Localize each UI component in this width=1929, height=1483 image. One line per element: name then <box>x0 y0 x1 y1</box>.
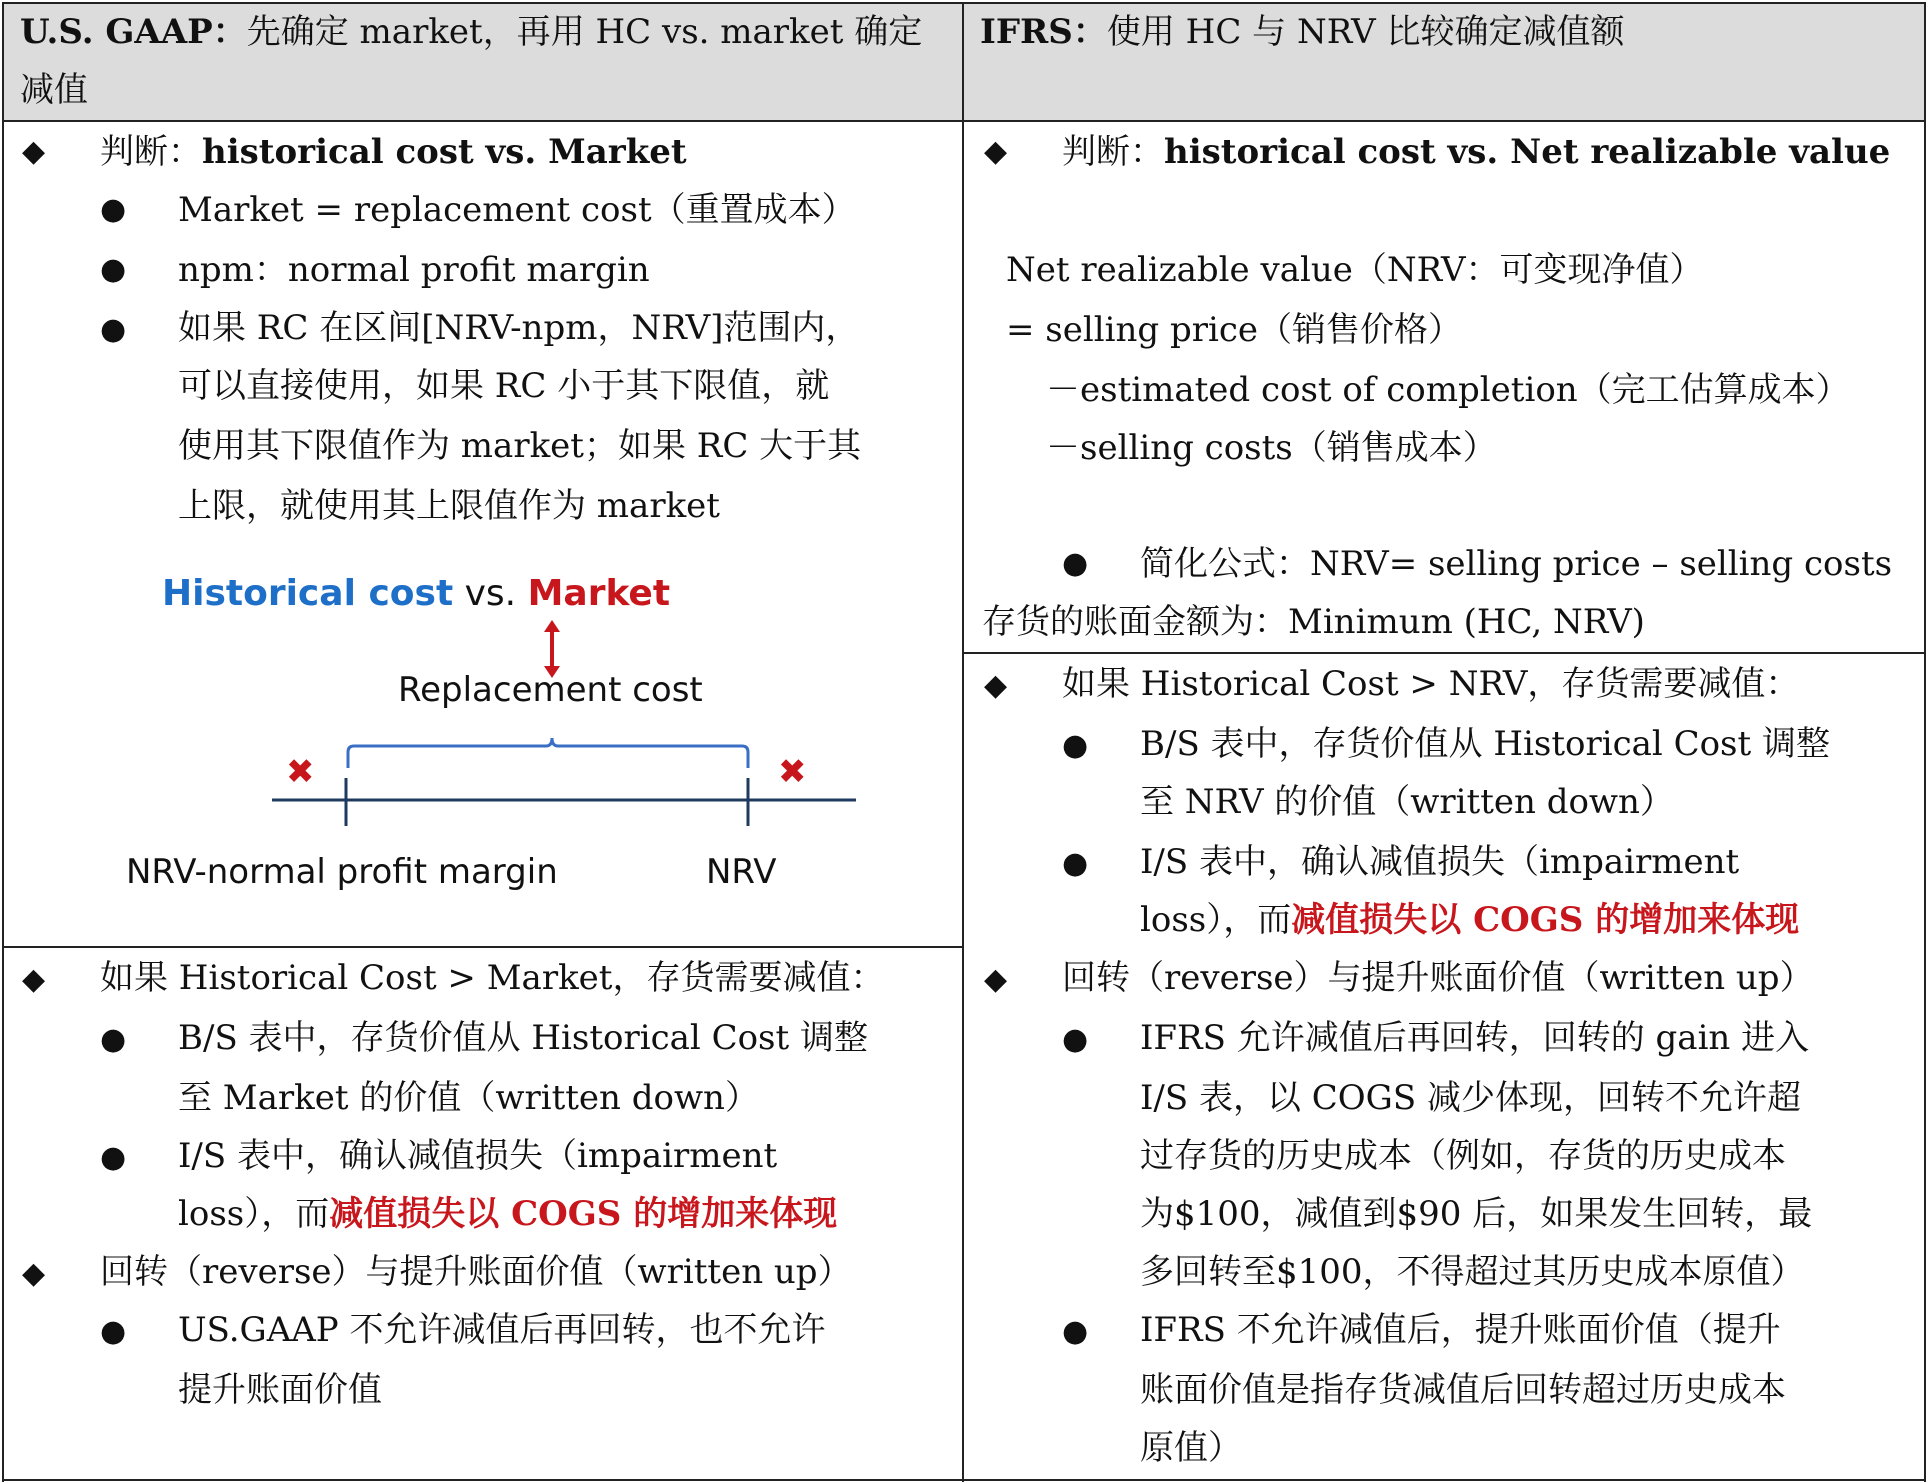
table-border-top <box>2 2 1926 4</box>
column-divider <box>962 2 964 1482</box>
right-not-line-2: 账面价值是指存货减值后回转超过历史成本 <box>1140 1370 1786 1410</box>
right-is-line-1: I/S 表中，确认减值损失（impairment <box>1140 842 1740 882</box>
bullet-dot-icon: ● <box>100 192 127 227</box>
diamond-icon: ◆ <box>984 962 1008 997</box>
right-judge-label: 判断： <box>1062 132 1164 172</box>
diamond-icon: ◆ <box>22 134 46 169</box>
bullet-dot-icon: ● <box>100 252 127 287</box>
left-reverse-title: 回转（reverse）与提升账面价值（written up） <box>100 1252 852 1292</box>
right-carrying-amount: 存货的账面金额为：Minimum (HC, NRV) <box>982 602 1645 642</box>
diagram-title <box>162 572 670 616</box>
bullet-dot-icon: ● <box>1062 1022 1089 1057</box>
bullet-dot-icon: ● <box>1062 846 1089 881</box>
right-allow-line-1: IFRS 允许减值后再回转，回转的 gain 进入 <box>1140 1018 1810 1058</box>
bullet-dot-icon: ● <box>1062 1314 1089 1349</box>
diagram-graphic <box>260 618 870 828</box>
left-rc-line-3: 使用其下限值作为 market；如果 RC 大于其 <box>178 426 862 466</box>
right-bs-line-2: 至 NRV 的价值（written down） <box>1140 782 1674 822</box>
left-us-line-1: US.GAAP 不允许减值后再回转，也不允许 <box>178 1310 826 1350</box>
header-divider <box>2 120 1926 122</box>
arrow-head-up-icon <box>544 620 560 632</box>
left-bullet-market: Market = replacement cost（重置成本） <box>178 190 856 230</box>
table-border-right <box>1924 2 1926 1482</box>
right-row-divider <box>962 652 1926 654</box>
bullet-dot-icon: ● <box>1062 546 1089 581</box>
bullet-dot-icon: ● <box>100 1140 127 1175</box>
cross-right-icon: ✖ <box>778 752 807 792</box>
table-border-bottom <box>2 1479 1926 1481</box>
left-header-line1 <box>20 12 922 52</box>
right-allow-line-5: 多回转至$100，不得超过其历史成本原值） <box>1140 1252 1805 1292</box>
table-border-left <box>2 2 4 1482</box>
bullet-dot-icon: ● <box>100 1022 127 1057</box>
right-allow-line-3: 过存货的历史成本（例如，存货的历史成本 <box>1140 1136 1786 1176</box>
left-bs-line-2: 至 Market 的价值（written down） <box>178 1078 759 1118</box>
bullet-dot-icon: ● <box>1062 728 1089 763</box>
right-judge-bold: historical cost vs. Net realizable value <box>1164 132 1891 172</box>
right-not-line-3: 原值） <box>1140 1428 1242 1468</box>
right-simple-formula: 简化公式：NRV= selling price – selling costs <box>1140 544 1893 584</box>
left-judge-bold: historical cost vs. Market <box>202 132 687 172</box>
right-header-title: IFRS： <box>980 12 1107 52</box>
right-allow-line-4: 为$100，减值到$90 后，如果发生回转，最 <box>1140 1194 1813 1234</box>
cross-left-icon: ✖ <box>286 752 315 792</box>
diagram-vs-label: vs. <box>464 573 517 614</box>
diagram-lower-label: NRV-normal profit margin <box>126 852 558 892</box>
right-header-line <box>980 12 1624 52</box>
right-eq-line: = selling price（销售价格） <box>1006 310 1463 350</box>
left-row-divider <box>2 946 964 948</box>
bullet-dot-icon: ● <box>100 312 127 347</box>
right-bs-line-1: B/S 表中，存货价值从 Historical Cost 调整 <box>1140 724 1830 764</box>
right-is-plain: loss），而 <box>1140 900 1292 940</box>
left-judge-label: 判断： <box>100 132 202 172</box>
right-reverse-title: 回转（reverse）与提升账面价值（written up） <box>1062 958 1814 998</box>
right-judge-line <box>1062 132 1890 172</box>
diagram-rc-label: Replacement cost <box>398 670 703 710</box>
left-impair-title: 如果 Historical Cost > Market，存货需要减值： <box>100 958 885 998</box>
diagram-upper-label: NRV <box>706 852 777 892</box>
right-allow-line-2: I/S 表，以 COGS 减少体现，回转不允许超 <box>1140 1078 1801 1118</box>
range-bracket <box>348 738 748 768</box>
left-judge-line <box>100 132 687 172</box>
left-header-text: 先确定 market，再用 HC vs. market 确定 <box>246 12 923 52</box>
right-is-highlight: 减值损失以 COGS 的增加来体现 <box>1291 900 1800 940</box>
left-rc-line-2: 可以直接使用，如果 RC 小于其下限值，就 <box>178 366 830 406</box>
right-is-line-2 <box>1140 900 1799 940</box>
right-minus-2: －selling costs（销售成本） <box>1046 428 1497 468</box>
left-is-line-2 <box>178 1194 837 1234</box>
diamond-icon: ◆ <box>984 668 1008 703</box>
right-nrv-def: Net realizable value（NRV：可变现净值） <box>1006 250 1704 290</box>
diagram-market-label: Market <box>527 573 671 614</box>
left-rc-line-4: 上限，就使用其上限值作为 market <box>178 486 720 526</box>
left-is-highlight: 减值损失以 COGS 的增加来体现 <box>329 1194 838 1234</box>
diamond-icon: ◆ <box>984 134 1008 169</box>
left-bullet-npm: npm：normal profit margin <box>178 250 650 290</box>
diamond-icon: ◆ <box>22 962 46 997</box>
diagram-hc-label: Historical cost <box>162 573 454 614</box>
right-header-text: 使用 HC 与 NRV 比较确定减值额 <box>1106 12 1625 52</box>
left-is-line-1: I/S 表中，确认减值损失（impairment <box>178 1136 778 1176</box>
right-impair-title: 如果 Historical Cost > NRV，存货需要减值： <box>1062 664 1800 704</box>
left-bs-line-1: B/S 表中，存货价值从 Historical Cost 调整 <box>178 1018 868 1058</box>
left-us-line-2: 提升账面价值 <box>178 1370 382 1410</box>
right-minus-1: －estimated cost of completion（完工估算成本） <box>1046 370 1850 410</box>
right-not-line-1: IFRS 不允许减值后，提升账面价值（提升 <box>1140 1310 1781 1350</box>
left-is-plain: loss），而 <box>178 1194 330 1234</box>
left-header-title: U.S. GAAP： <box>20 12 247 52</box>
left-header-line2: 减值 <box>20 70 88 110</box>
diamond-icon: ◆ <box>22 1256 46 1291</box>
left-rc-line-1: 如果 RC 在区间[NRV-npm，NRV]范围内， <box>178 308 860 348</box>
bullet-dot-icon: ● <box>100 1314 127 1349</box>
